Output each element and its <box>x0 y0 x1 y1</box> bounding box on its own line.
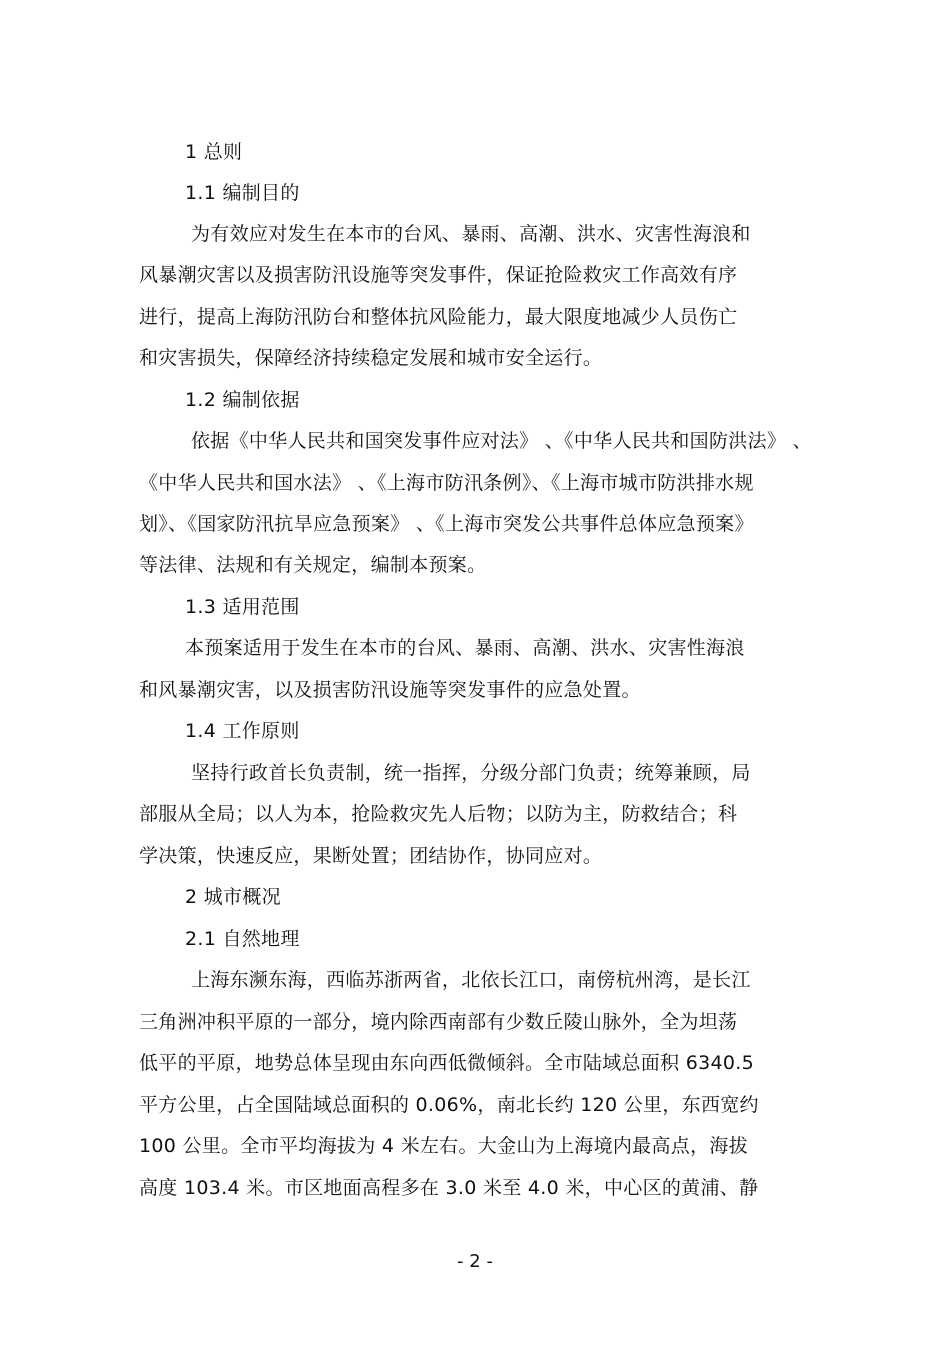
heading-city-overview: 2 城市概况 <box>185 886 281 908</box>
heading-general-principles: 1 总则 <box>185 141 243 163</box>
paragraph-line: 和风暴潮灾害，以及损害防汛设施等突发事件的应急处置。 <box>139 679 641 701</box>
paragraph-line: 划》、《国家防汛抗旱应急预案》 、《上海市突发公共事件总体应急预案》 <box>139 513 754 535</box>
heading-natural-geography: 2.1 自然地理 <box>185 928 300 950</box>
paragraph-line: 和灾害损失，保障经济持续稳定发展和城市安全运行。 <box>139 347 603 369</box>
paragraph-line: 本预案适用于发生在本市的台风、暴雨、高潮、洪水、灾害性海浪 <box>185 637 745 659</box>
paragraph-line: 高度 103.4 米。市区地面高程多在 3.0 米至 4.0 米，中心区的黄浦、静 <box>139 1177 759 1199</box>
paragraph-line: 平方公里，占全国陆域总面积的 0.06%，南北长约 120 公里，东西宽约 <box>139 1094 759 1116</box>
page-number: - 2 - <box>457 1251 493 1272</box>
paragraph-line: 低平的平原，地势总体呈现由东向西低微倾斜。全市陆域总面积 6340.5 <box>139 1052 755 1074</box>
paragraph-line: 学决策，快速反应，果断处置；团结协作，协同应对。 <box>139 845 603 867</box>
paragraph-line: 为有效应对发生在本市的台风、暴雨、高潮、洪水、灾害性海浪和 <box>191 223 751 245</box>
heading-working-principles: 1.4 工作原则 <box>185 720 300 742</box>
paragraph-line: 上海东濒东海，西临苏浙两省，北依长江口，南傍杭州湾，是长江 <box>191 969 751 991</box>
paragraph-line: 坚持行政首长负责制，统一指挥，分级分部门负责；统筹兼顾，局 <box>191 762 751 784</box>
paragraph-line: 风暴潮灾害以及损害防汛设施等突发事件，保证抢险救灾工作高效有序 <box>139 264 738 286</box>
paragraph-line: 《中华人民共和国水法》 、《上海市防汛条例》、《上海市城市防洪排水规 <box>139 472 754 494</box>
paragraph-line: 100 公里。全市平均海拔为 4 米左右。大金山为上海境内最高点，海拔 <box>139 1135 748 1157</box>
paragraph-line: 等法律、法规和有关规定，编制本预案。 <box>139 554 487 576</box>
paragraph-line: 三角洲冲积平原的一部分，境内除西南部有少数丘陵山脉外，全为坦荡 <box>139 1011 738 1033</box>
heading-purpose: 1.1 编制目的 <box>185 182 300 204</box>
heading-basis: 1.2 编制依据 <box>185 389 300 411</box>
paragraph-line: 依据《中华人民共和国突发事件应对法》 、《中华人民共和国防洪法》 、 <box>191 430 812 452</box>
heading-scope: 1.3 适用范围 <box>185 596 300 618</box>
paragraph-line: 部服从全局；以人为本，抢险救灾先人后物；以防为主，防救结合；科 <box>139 803 738 825</box>
paragraph-line: 进行，提高上海防汛防台和整体抗风险能力，最大限度地减少人员伤亡 <box>139 306 738 328</box>
